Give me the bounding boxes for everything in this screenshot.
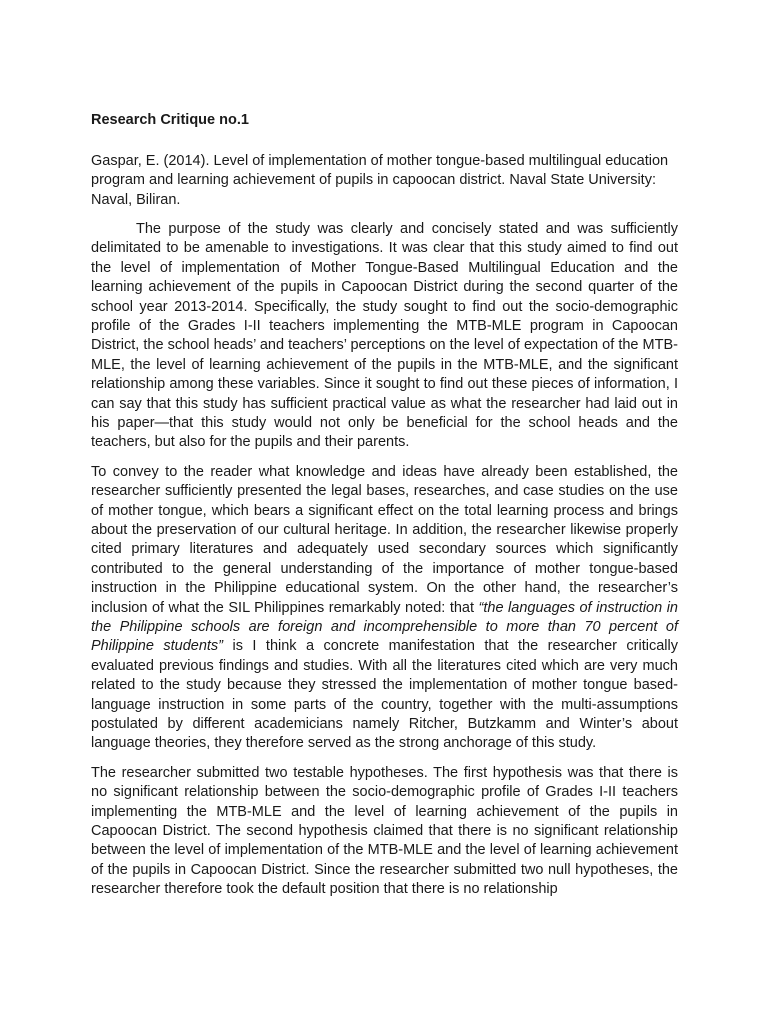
paragraph-literature [91, 463, 678, 754]
paragraph-hypotheses: The researcher submitted two testable hypotheses. The first hypothesis was that there is no significant relationship between the socio-demographic profile of Grades I-II teachers implementing the MTB-MLE and the level of learning achievement of the pupils in Capoocan District. The second hypothesis claimed that there is no significant relationship between the level of implementation of the MTB-MLE and the level of learning achievement of the pupils in Capoocan District. Since the researcher submitted two null hypotheses, the researcher therefore took the default position that there is no relationship [91, 764, 678, 898]
paragraph-purpose: The purpose of the study was clearly and concisely stated and was sufficiently delimitated to be amenable to investigations. It was clear that this study aimed to find out the level of implementation of Mother Tongue-Based Multilingual Education and the learning achievement of the pupils in Capoocan District during the second quarter of the school year 2013-2014. Specifically, the study sought to find out the socio-demographic profile of the Grades I-II teachers implementing the MTB-MLE program in Capoocan District, the school heads’ and teachers’ perceptions on the level of expectation of the MTB-MLE, the level of learning achievement of the pupils in the MTB-MLE, and the significant relationship among these variables. Since it sought to find out these pieces of information, I can say that this study has sufficient practical value as what the researcher had laid out in his paper—that this study would not only be beneficial for the school heads and the teachers, but also for the pupils and their parents. [91, 220, 678, 451]
paragraph-literature-text-start: To convey to the reader what knowledge and ideas have already been established, the researcher sufficiently presented the legal bases, researches, and case studies on the use of mother tongue, which bears a significant effect on the total learning process and brings about the preservation of our cultural heritage. In addition, the researcher likewise properly cited primary literatures and adequately used secondary sources which significantly contributed to the general understanding of the importance of mother tongue-based instruction in the Philippine educational system. On the other hand, the researcher’s inclusion of what the SIL Philippines remarkably noted: that [91, 463, 678, 616]
sil-quote: “the languages of instruction in the Philippine schools are foreign and incomprehensible to more than 70 percent of Philippine students” [91, 599, 678, 655]
citation: Gaspar, E. (2014). Level of implementation of mother tongue-based multilingual education program and learning achievement of pupils in capoocan district. Naval State University: Naval, Biliran. [91, 153, 669, 208]
document-title: Research Critique no.1 [91, 112, 249, 128]
document-body [91, 111, 678, 910]
paragraph-literature-text-end: is I think a concrete manifestation that the researcher critically evaluated previous findings and studies. With all the literatures cited which are very much related to the study because they stressed the implementation of mother tongue based-language instruction in some parts of the country, together with the multi-assumptions postulated by different academicians namely Ritcher, Butzkamm and Winter’s about language theories, they therefore served as the strong anchorage of this study. [91, 638, 678, 752]
